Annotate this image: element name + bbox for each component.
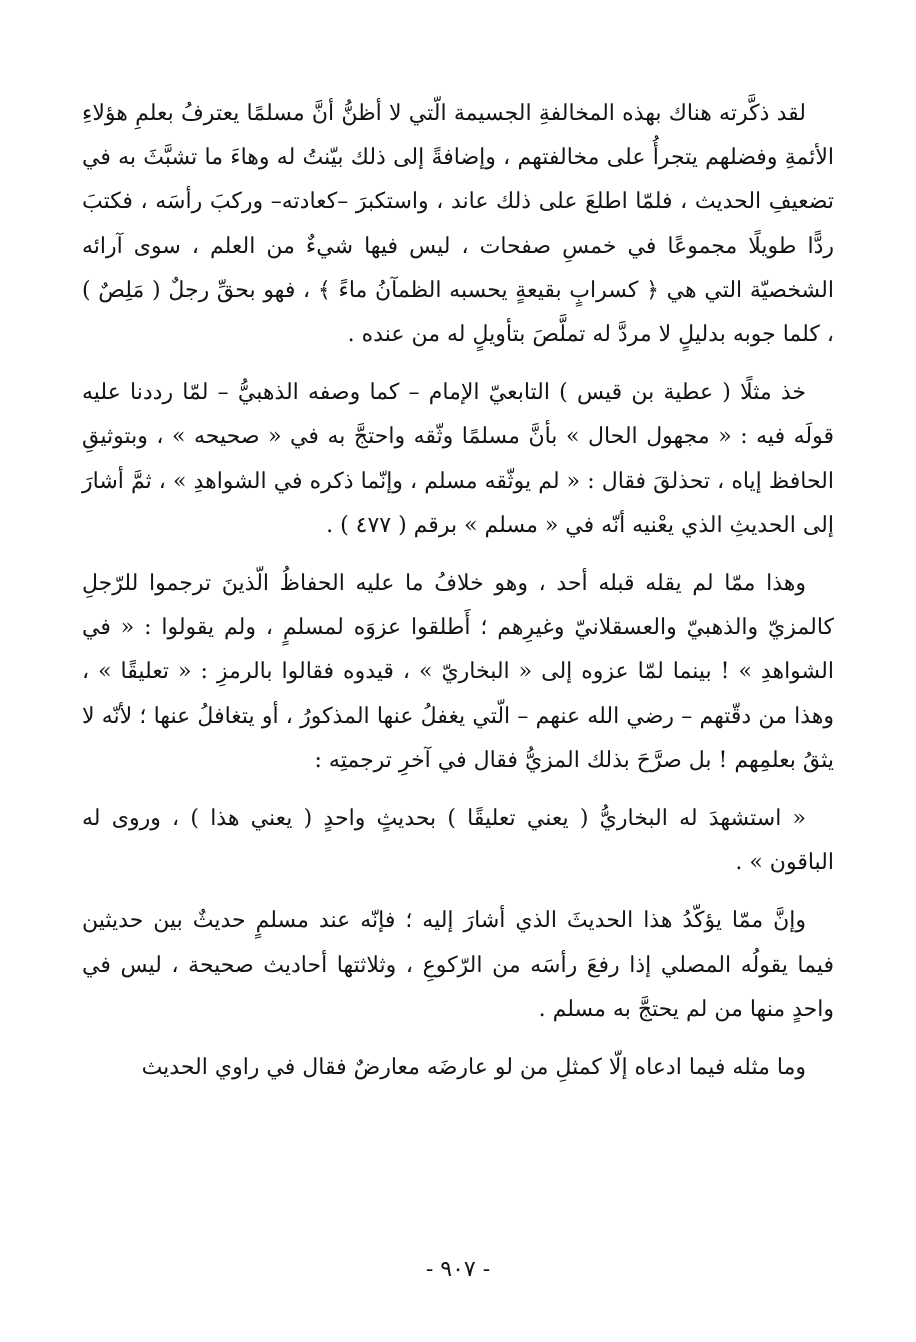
paragraph-5: وإنَّ ممّا يؤكّدُ هذا الحديثَ الذي أشارَ إليه ؛ فإنّه عند مسلمٍ حديثٌ بين حديثين فيما يقولُه المصلي إذا رفعَ رأسَه من الرّكوعِ ، وثلاثتها أحاديث صحيحة ، ليس في واحدٍ منها من لم يحتجَّ به مسلم . [82, 908, 834, 1022]
document-body [82, 92, 834, 1090]
paragraph-4-quote: « استشهدَ له البخاريُّ ( يعني تعليقًا ) بحديثٍ واحدٍ ( يعني هذا ) ، وروى له الباقون » . [82, 806, 834, 876]
paragraph-2: خذ مثلًا ( عطية بن قيس ) التابعيّ الإمام – كما وصفه الذهبيُّ – لمّا رددنا عليه قولَه فيه : « مجهول الحال » بأنَّ مسلمًا وثّقه واحتجَّ به في « صحيحه » ، وبتوثيقِ الحافظ إياه ، تحذلقَ فقال : « لم يوثّقه مسلم ، وإنّما ذكره في الشواهدِ » ، ثمَّ أشارَ إلى الحديثِ الذي يعْنيه أنّه في « مسلم » برقم ( ٤٧٧ ) . [82, 380, 834, 538]
paragraph-3: وهذا ممّا لم يقله قبله أحد ، وهو خلافُ ما عليه الحفاظُ الّذينَ ترجموا للرّجلِ كالمزيّ والذهبيّ والعسقلانيّ وغيرِهم ؛ أَطلقوا عزوَه لمسلمٍ ، ولم يقولوا : « في الشواهدِ » ! بينما لمّا عزوه إلى « البخاريّ » ، قيدوه فقالوا بالرمزِ : « تعليقًا » ، وهذا من دقّتهم – رضي الله عنهم – الّتي يغفلُ عنها المذكورُ ، أو يتغافلُ عنها ؛ لأنّه لا يثقُ بعلمِهم ! بل صرَّحَ بذلك المزيُّ فقال في آخرِ ترجمتِه : [82, 571, 834, 773]
page-number: - ٩٠٧ - [425, 1257, 491, 1282]
paragraph-6: وما مثله فيما ادعاه إلّا كمثلِ من لو عارضَه معارضٌ فقال في راوي الحديث [141, 1055, 806, 1081]
paragraph-1: لقد ذكَّرته هناك بهذه المخالفةِ الجسيمة الّتي لا أظنُّ أنَّ مسلمًا يعترفُ بعلمِ هؤلاءِ الأئمةِ وفضلهم يتجرأُ على مخالفتهم ، وإضافةً إلى ذلك بيّنتُ له وهاءَ ما تشبَّثَ به في تضعيفِ الحديث ، فلمّا اطلعَ على ذلك عاند ، واستكبرَ –كعادته– وركبَ رأسَه ، فكتبَ ردًّا طويلًا مجموعًا في خمسِ صفحات ، ليس فيها شيءٌ من العلم ، سوى آرائه الشخصيّة التي هي ﴿ كسرابٍ بقيعةٍ يحسبه الظمآنُ ماءً ﴾ ، فهو بحقِّ رجلٌ ( مَلِصٌ ) ، كلما جوبه بدليلٍ لا مردَّ له تملَّصَ بتأويلٍ له من عنده . [82, 101, 834, 348]
